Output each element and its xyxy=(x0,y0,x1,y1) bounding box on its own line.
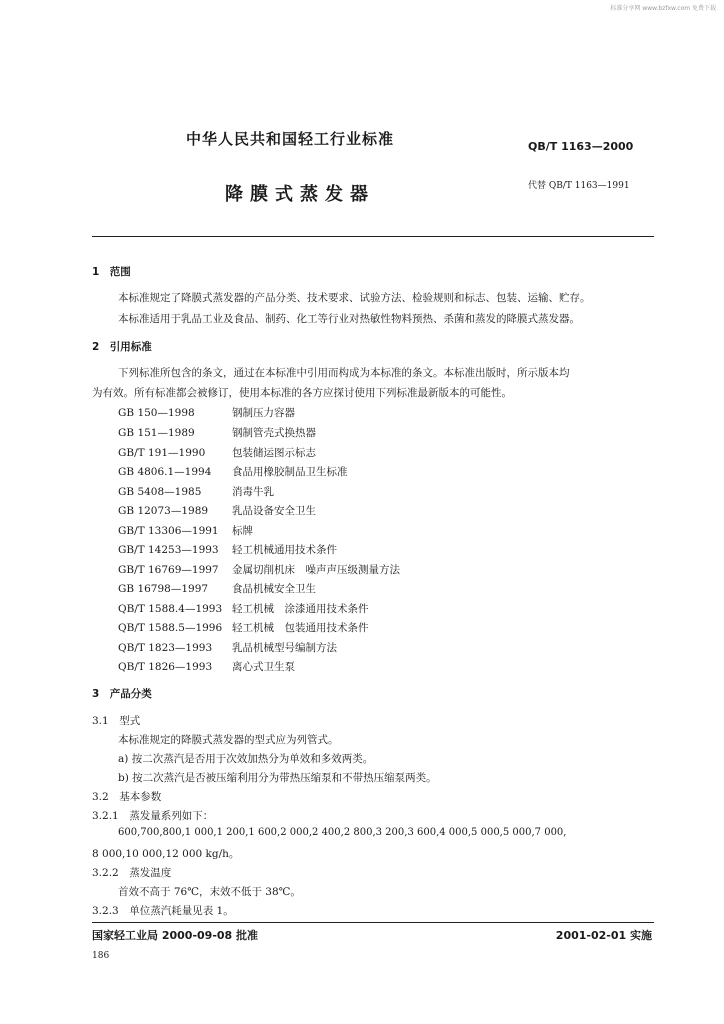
reference-code: GB/T 13306—1991 xyxy=(118,525,219,537)
standard-title: 中华人民共和国轻工行业标准 xyxy=(186,130,395,148)
reference-item xyxy=(118,620,369,635)
reference-item xyxy=(118,640,337,655)
reference-title: 乳品设备安全卫生 xyxy=(232,505,316,517)
reference-item xyxy=(118,562,400,577)
reference-title: 消毒牛乳 xyxy=(232,486,274,498)
reference-code: GB 151—1989 xyxy=(118,427,195,439)
issuer-approval: 国家轻工业局 2000-09-08 批准 xyxy=(92,929,259,942)
reference-code: GB 150—1998 xyxy=(118,407,195,419)
reference-code: QB/T 1823—1993 xyxy=(118,642,213,654)
subsection-3-1-item-b: b) 按二次蒸汽是否被压缩利用分为带热压缩泵和不带热压缩泵两类。 xyxy=(118,772,437,784)
reference-title: 轻工机械 涂漆通用技术条件 xyxy=(232,603,369,615)
section-3-heading: 3 产品分类 xyxy=(92,688,152,700)
reference-item xyxy=(118,542,337,557)
page-number: 186 xyxy=(92,951,110,961)
subsection-3-2-heading: 3.2 基本参数 xyxy=(92,791,162,803)
effective-date: 2001-02-01 实施 xyxy=(555,929,652,942)
reference-title: 轻工机械通用技术条件 xyxy=(232,544,337,556)
subsection-3-2-3-heading: 3.2.3 单位蒸汽耗量见表 1。 xyxy=(92,905,234,917)
reference-code: GB 5408—1985 xyxy=(118,486,202,498)
footer-divider xyxy=(92,922,654,923)
reference-item xyxy=(118,464,348,479)
section-2-heading: 2 引用标准 xyxy=(92,341,152,353)
document-title: 降膜式蒸发器 xyxy=(225,184,375,205)
reference-title: 轻工机械 包装通用技术条件 xyxy=(232,622,369,634)
reference-code: GB 4806.1—1994 xyxy=(118,466,212,478)
reference-title: 金属切削机床 噪声声压级测量方法 xyxy=(232,564,400,576)
reference-title: 标牌 xyxy=(232,525,253,537)
watermark: 标准分享网 www.bzfxw.com 免费下载 xyxy=(610,5,716,12)
reference-item xyxy=(118,405,295,420)
reference-title: 包装储运图示标志 xyxy=(232,447,316,459)
reference-title: 食品用橡胶制品卫生标准 xyxy=(232,466,348,478)
reference-code: QB/T 1826—1993 xyxy=(118,661,213,673)
replaces-note: 代替 QB/T 1163—1991 xyxy=(528,181,630,191)
reference-item xyxy=(118,659,295,674)
section-1-line: 本标准规定了降膜式蒸发器的产品分类、技术要求、试验方法、检验规则和标志、包装、运输、贮存。 xyxy=(118,292,591,304)
reference-code: GB 16798—1997 xyxy=(118,583,209,595)
reference-code: GB 12073—1989 xyxy=(118,505,209,517)
reference-code: QB/T 1588.5—1996 xyxy=(118,622,223,634)
reference-title: 钢制管壳式换热器 xyxy=(232,427,316,439)
section-1-heading: 1 范围 xyxy=(92,266,131,278)
subsection-3-1-text: 本标准规定的降膜式蒸发器的型式应为列管式。 xyxy=(118,734,339,746)
reference-item xyxy=(118,445,316,460)
reference-code: GB/T 191—1990 xyxy=(118,447,206,459)
standard-code: QB/T 1163—2000 xyxy=(528,140,634,153)
subsection-3-2-2-heading: 3.2.2 蒸发温度 xyxy=(92,867,172,879)
reference-title: 乳品机械型号编制方法 xyxy=(232,642,337,654)
section-2-intro: 为有效。所有标准都会被修订，使用本标准的各方应探讨使用下列标准最新版本的可能性。 xyxy=(92,387,512,399)
reference-code: GB/T 16769—1997 xyxy=(118,564,219,576)
subsection-3-2-2-text: 首效不高于 76℃，末效不低于 38℃。 xyxy=(118,886,301,898)
reference-item xyxy=(118,425,316,440)
section-2-intro: 下列标准所包含的条文，通过在本标准中引用而构成为本标准的条文。本标准出版时，所示版本均 xyxy=(118,367,570,379)
evaporation-series: 600,700,800,1 000,1 200,1 600,2 000,2 400,2 800,3 200,3 600,4 000,5 000,5 000,7 000, xyxy=(118,827,567,838)
evaporation-series: 8 000,10 000,12 000 kg/h。 xyxy=(92,848,240,860)
subsection-3-1-heading: 3.1 型式 xyxy=(92,715,141,727)
subsection-3-2-1-heading: 3.2.1 蒸发量系列如下： xyxy=(92,810,214,822)
subsection-3-1-item-a: a) 按二次蒸汽是否用于次效加热分为单效和多效两类。 xyxy=(118,753,374,765)
reference-item xyxy=(118,503,316,518)
reference-code: GB/T 14253—1993 xyxy=(118,544,219,556)
reference-item xyxy=(118,484,274,499)
reference-title: 离心式卫生泵 xyxy=(232,661,295,673)
reference-item xyxy=(118,601,369,616)
reference-code: QB/T 1588.4—1993 xyxy=(118,603,223,615)
section-1-line: 本标准适用于乳品工业及食品、制药、化工等行业对热敏性物料预热、杀菌和蒸发的降膜式蒸发器。 xyxy=(118,313,580,325)
reference-item xyxy=(118,523,253,538)
reference-title: 食品机械安全卫生 xyxy=(232,583,316,595)
reference-item xyxy=(118,581,316,596)
reference-title: 钢制压力容器 xyxy=(232,407,295,419)
header-divider xyxy=(92,236,654,237)
